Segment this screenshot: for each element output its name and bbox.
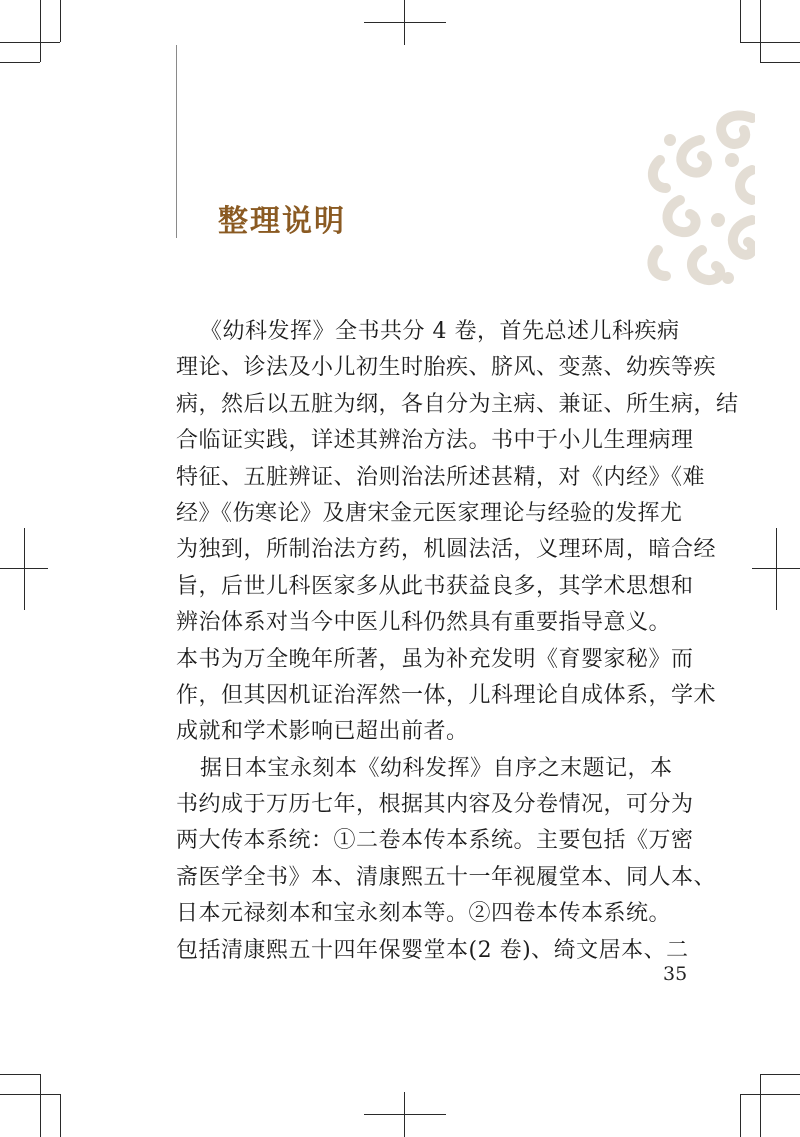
crop-mark-icon: [740, 1094, 741, 1137]
crop-mark-icon: [364, 1114, 446, 1115]
crop-mark-icon: [60, 0, 61, 42]
header-rule: [176, 45, 177, 238]
crop-mark-icon: [0, 1074, 40, 1075]
text-line: 辨治体系对当今中医儿科仍然具有重要指导意义。: [176, 610, 672, 636]
crop-mark-icon: [760, 62, 800, 63]
text-line: 旨，后世儿科医家多从此书获益良多，其学术思想和: [176, 573, 694, 599]
text-line: 两大传本系统：①二卷本传本系统。主要包括《万密: [176, 828, 694, 854]
text-line: 为独到，所制治法方药，机圆法活，义理环周，暗合经: [176, 537, 717, 563]
text-line: 斋医学全书》本、清康熙五十一年视履堂本、同人本、: [176, 864, 717, 890]
crop-mark-icon: [0, 1094, 60, 1095]
text-line: 理论、诊法及小儿初生时胎疾、脐风、变蒸、幼疾等疾: [176, 355, 717, 381]
crop-mark-icon: [740, 42, 800, 43]
crop-mark-icon: [364, 22, 446, 23]
crop-mark-icon: [0, 42, 60, 43]
text-line: 经》《伤寒论》及唐宋金元医家理论与经验的发挥尤: [176, 500, 683, 526]
crop-mark-icon: [760, 1074, 761, 1137]
paragraph-2: [176, 751, 717, 969]
crop-mark-icon: [776, 528, 777, 610]
crop-mark-icon: [760, 1074, 800, 1075]
text-line: 病，然后以五脏为纲，各自分为主病、兼证、所生病，结: [176, 391, 739, 417]
crop-mark-icon: [40, 1074, 41, 1137]
text-line: 据日本宝永刻本《幼科发挥》自序之末题记，本: [200, 755, 673, 781]
page-title: 整理说明: [218, 204, 346, 239]
text-line: 特征、五脏辨证、治则治法所述甚精，对《内经》《难: [176, 464, 706, 490]
crop-mark-icon: [760, 0, 761, 62]
text-line: 合临证实践，详述其辨治方法。书中于小儿生理病理: [176, 428, 694, 454]
text-line: 作，但其因机证治浑然一体，儿科理论自成体系，学术: [176, 682, 717, 708]
body-text: [176, 314, 739, 969]
text-line: 《幼科发挥》全书共分 4 卷，首先总述儿科疾病: [200, 319, 680, 344]
paragraph-1: [176, 314, 739, 751]
crop-mark-icon: [740, 1094, 800, 1095]
text-line: 包括清康熙五十四年保婴堂本(2 卷)、绮文居本、二: [176, 937, 689, 963]
crop-mark-icon: [40, 0, 41, 62]
crop-mark-icon: [0, 62, 40, 63]
text-line: 书约成于万历七年，根据其内容及分卷情况，可分为: [176, 792, 694, 818]
crop-mark-icon: [60, 1094, 61, 1137]
text-line: 本书为万全晚年所著，虽为补充发明《育婴家秘》而: [176, 646, 694, 672]
page-number: 35: [663, 963, 688, 985]
crop-mark-icon: [740, 0, 741, 42]
text-line: 成就和学术影响已超出前者。: [176, 719, 469, 745]
text-line: 日本元禄刻本和宝永刻本等。②四卷本传本系统。: [176, 901, 672, 927]
auspicious-cloud-ornament-icon: [640, 100, 755, 290]
crop-mark-icon: [24, 528, 25, 610]
